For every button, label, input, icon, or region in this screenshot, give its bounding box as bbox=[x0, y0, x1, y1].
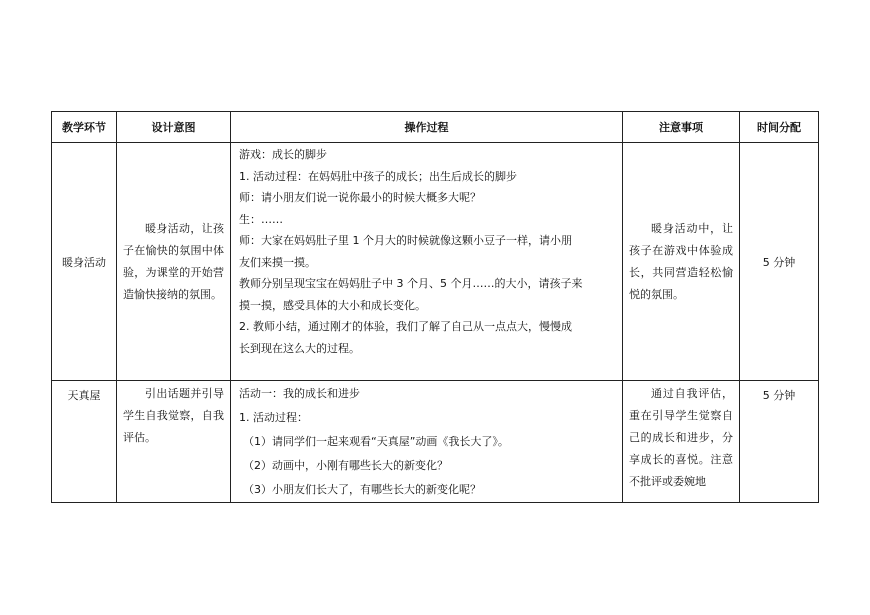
process-line: 活动一：我的成长和进步 bbox=[239, 387, 360, 400]
process-line: （2）动画中，小刚有哪些长大的新变化？ bbox=[243, 459, 448, 472]
process-line: 师：大家在妈妈肚子里 1 个月大的时候就像这颗小豆子一样，请小朋 bbox=[239, 234, 572, 247]
process-line: 师：请小朋友们说一说你最小的时候大概多大呢？ bbox=[239, 191, 481, 204]
stage-cell: 天真屋 bbox=[52, 381, 117, 503]
process-cell bbox=[231, 143, 623, 381]
table-header-row bbox=[52, 112, 819, 143]
header-notes: 注意事项 bbox=[623, 112, 740, 143]
header-process: 操作过程 bbox=[231, 112, 623, 143]
stage-cell: 暖身活动 bbox=[52, 143, 117, 381]
notes-cell bbox=[623, 381, 740, 503]
time-cell: 5 分钟 bbox=[740, 143, 819, 381]
process-line: 友们来摸一摸。 bbox=[239, 255, 316, 269]
notes-cell bbox=[623, 143, 740, 381]
process-line: 摸一摸，感受具体的大小和成长变化。 bbox=[239, 298, 426, 312]
process-line: （3）小朋友们长大了，有哪些长大的新变化呢？ bbox=[243, 483, 481, 496]
intent-cell bbox=[117, 143, 231, 381]
header-time: 时间分配 bbox=[740, 112, 819, 143]
lesson-plan-table bbox=[51, 111, 819, 503]
process-line: 1. 活动过程： bbox=[239, 411, 308, 424]
process-line: （1）请同学们一起来观看“天真屋”动画《我长大了》。 bbox=[243, 435, 509, 448]
process-line: 1. 活动过程：在妈妈肚中孩子的成长；出生后成长的脚步 bbox=[239, 169, 517, 183]
process-line: 游戏：成长的脚步 bbox=[239, 148, 327, 161]
notes-text: 通过自我评估，重在引导学生觉察自己的成长和进步，分享成长的喜悦。注意不批评或委婉地 bbox=[629, 387, 733, 488]
table-row bbox=[52, 381, 819, 503]
time-cell: 5 分钟 bbox=[740, 381, 819, 503]
table-row bbox=[52, 143, 819, 381]
header-stage: 教学环节 bbox=[52, 112, 117, 143]
intent-text: 暖身活动，让孩子在愉快的氛围中体验，为课堂的开始营造愉快接纳的氛围。 bbox=[123, 221, 224, 301]
process-line: 2. 教师小结，通过刚才的体验，我们了解了自己从一点点大，慢慢成 bbox=[239, 320, 572, 333]
process-line: 教师分别呈现宝宝在妈妈肚子中 3 个月、5 个月……的大小，请孩子来 bbox=[239, 277, 583, 290]
intent-text: 引出话题并引导学生自我觉察，自我评估。 bbox=[123, 387, 224, 444]
intent-cell bbox=[117, 381, 231, 503]
process-line: 长到现在这么大的过程。 bbox=[239, 341, 360, 355]
header-intent: 设计意图 bbox=[117, 112, 231, 143]
notes-text: 暖身活动中，让孩子在游戏中体验成长，共同营造轻松愉悦的氛围。 bbox=[629, 221, 733, 301]
process-line: 生：…… bbox=[239, 212, 283, 226]
process-cell bbox=[231, 381, 623, 503]
